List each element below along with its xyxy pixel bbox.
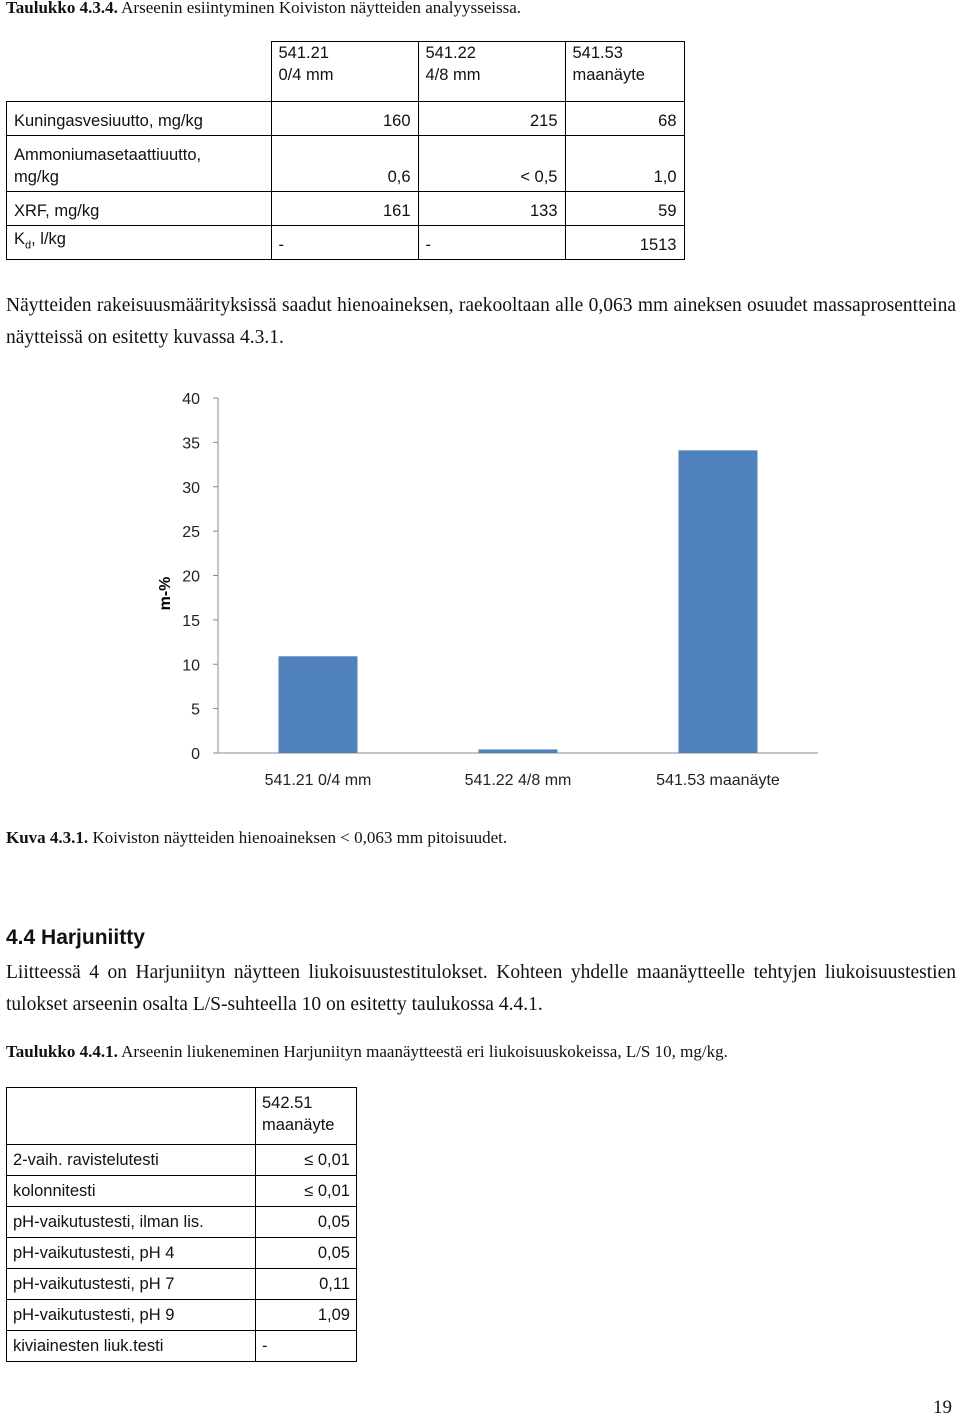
cell-value: 59 — [565, 192, 684, 226]
y-tick-label: 40 — [182, 391, 200, 408]
cell-value: 1,0 — [565, 136, 684, 192]
col-header-542-51: 542.51 maanäyte — [256, 1088, 357, 1145]
row-label: pH-vaikutustesti, pH 7 — [7, 1269, 256, 1300]
row-label: pH-vaikutustesti, ilman lis. — [7, 1207, 256, 1238]
y-axis-label: m-% — [157, 576, 174, 611]
cell-value: - — [256, 1331, 357, 1362]
row-label: $K_d$, l/kg — [7, 226, 272, 260]
table-row — [7, 1176, 357, 1207]
cell-value: 161 — [271, 192, 418, 226]
row-label: Kuningasvesiuutto, mg/kg — [7, 102, 272, 136]
table-row — [7, 1207, 357, 1238]
cell-value: < 0,5 — [418, 136, 565, 192]
table-row — [7, 1300, 357, 1331]
cell-value: 1,09 — [256, 1300, 357, 1331]
table-row — [7, 1145, 357, 1176]
x-labels — [265, 772, 780, 789]
cell-value: 0,05 — [256, 1238, 357, 1269]
cell-value: 160 — [271, 102, 418, 136]
table-header-row — [7, 42, 685, 102]
cell-value: 0,11 — [256, 1269, 357, 1300]
cell-value: 133 — [418, 192, 565, 226]
fines-bar-chart — [140, 380, 820, 800]
table-row — [7, 1331, 357, 1362]
bar — [679, 450, 758, 753]
page-number: 19 — [933, 1397, 952, 1418]
cell-value: 0,6 — [271, 136, 418, 192]
bar — [279, 656, 358, 753]
figure-caption — [6, 828, 507, 848]
figure-caption-number: Kuva 4.3.1. — [6, 828, 89, 847]
col-header-541-53: 541.53 maanäyte — [565, 42, 684, 102]
harjuniitty-paragraph: Liitteessä 4 on Harjuniityn näytteen liukoisuustestitulokset. Kohteen yhdelle maanäytteelle tehtyjen liukoisuustestien tulokset arseenin osalta L/S-suhteella 10 on esitetty taulukossa 4.4.1. — [6, 962, 956, 1015]
section-heading: 4.4 Harjuniitty — [6, 926, 145, 949]
cell-value: 68 — [565, 102, 684, 136]
cell-value: - — [418, 226, 565, 260]
cell-value: - — [271, 226, 418, 260]
cell-value: ≤ 0,01 — [256, 1145, 357, 1176]
cell-value: 0,05 — [256, 1207, 357, 1238]
table2-caption-text: Arseenin liukeneminen Harjuniityn maanäytteestä eri liukoisuuskokeissa, L/S 10, mg/kg. — [121, 1042, 728, 1061]
bar — [479, 749, 558, 753]
table-row — [7, 192, 685, 226]
y-tick-label: 0 — [191, 746, 200, 763]
y-tick-label: 15 — [182, 612, 200, 630]
cell-value: ≤ 0,01 — [256, 1176, 357, 1207]
cell-value: 215 — [418, 102, 565, 136]
table-corner-cell — [7, 42, 272, 102]
cell-value: 1513 — [565, 226, 684, 260]
arsenic-harjuniitty-table — [6, 1087, 357, 1362]
col-header-541-22: 541.22 4/8 mm — [418, 42, 565, 102]
row-label: pH-vaikutustesti, pH 9 — [7, 1300, 256, 1331]
figure-caption-text: Koiviston näytteiden hienoaineksen < 0,063 mm pitoisuudet. — [92, 828, 508, 847]
table2-caption-number: Taulukko 4.4.1. — [6, 1042, 118, 1061]
y-tick-label: 10 — [182, 657, 200, 675]
row-label: 2-vaih. ravistelutesti — [7, 1145, 256, 1176]
table-row — [7, 136, 685, 192]
y-tick-label: 25 — [182, 524, 200, 542]
table1-caption — [6, 0, 521, 18]
x-tick-label: 541.21 0/4 mm — [264, 772, 372, 789]
row-label: pH-vaikutustesti, pH 4 — [7, 1238, 256, 1269]
table1-caption-number: Taulukko 4.3.4. — [6, 0, 118, 17]
bars — [279, 450, 758, 753]
y-tick-label: 5 — [191, 701, 200, 719]
y-tick-label: 35 — [182, 435, 200, 453]
col-header-541-21: 541.21 0/4 mm — [271, 42, 418, 102]
x-tick-label: 541.22 4/8 mm — [464, 772, 572, 789]
fines-paragraph: Näytteiden rakeisuusmäärityksissä saadut hienoaineksen, raekooltaan alle 0,063 mm aineksen osuudet massaprosentteina näytteissä on esitetty kuvassa 4.3.1. — [6, 295, 956, 348]
row-label: kiviainesten liuk.testi — [7, 1331, 256, 1362]
row-label: kolonnitesti — [7, 1176, 256, 1207]
table2-caption — [6, 1042, 728, 1062]
x-tick-label: 541.53 maanäyte — [656, 772, 780, 789]
table-header-row — [7, 1088, 357, 1145]
table1-caption-text: Arseenin esiintyminen Koiviston näytteiden analyysseissa. — [121, 0, 522, 17]
table-row — [7, 102, 685, 136]
table-row — [7, 1238, 357, 1269]
row-label: XRF, mg/kg — [7, 192, 272, 226]
table-corner-cell — [7, 1088, 256, 1145]
y-tick-label: 20 — [182, 568, 200, 586]
y-ticks — [182, 391, 218, 763]
arsenic-koivisto-table — [6, 41, 685, 260]
table-row — [7, 226, 685, 260]
row-label: Ammoniumasetaattiuutto, mg/kg — [7, 136, 272, 192]
y-tick-label: 30 — [182, 479, 200, 497]
table-row — [7, 1269, 357, 1300]
